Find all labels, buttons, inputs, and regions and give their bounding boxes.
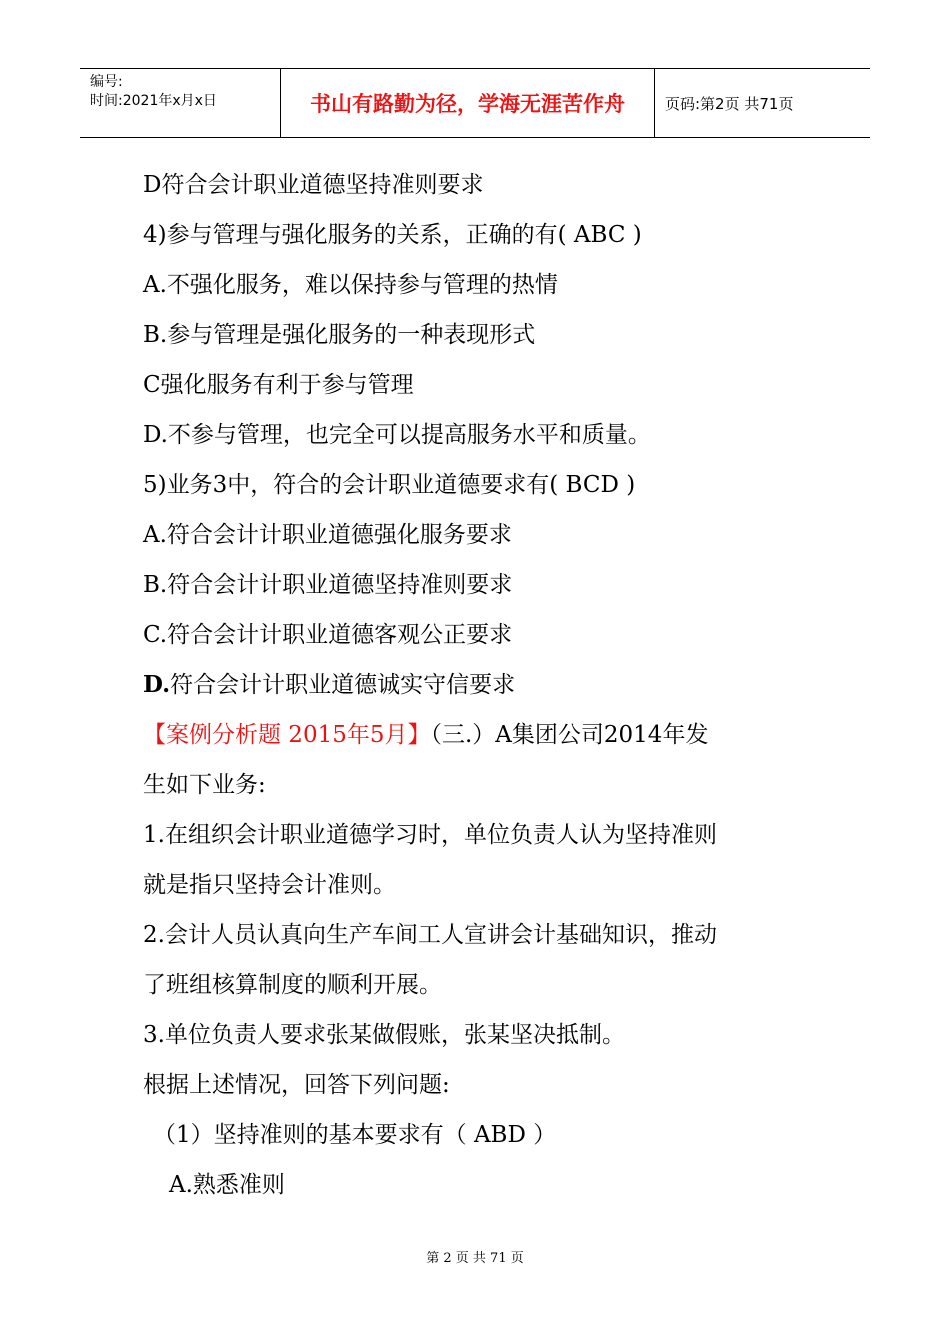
option-d-prefix: D. — [143, 671, 171, 698]
time-label: 时间:2021年x月x日 — [90, 93, 217, 109]
text-line: C强化服务有利于参与管理 — [143, 372, 414, 398]
header-motto: 书山有路勤为径，学海无涯苦作舟 — [281, 69, 655, 137]
question-1-option-a: A.熟悉准则 — [169, 1172, 285, 1198]
case-item: 1.在组织会计职业道德学习时，单位负责人认为坚持准则 — [143, 822, 717, 848]
case-item: 根据上述情况，回答下列问题: — [143, 1072, 450, 1098]
text-line: D.不参与管理，也完全可以提高服务水平和质量。 — [143, 422, 651, 448]
text-line: 4)参与管理与强化服务的关系，正确的有( ABC ) — [143, 222, 642, 248]
question-1: （1）坚持准则的基本要求有（ ABD ） — [153, 1122, 557, 1148]
case-heading — [143, 710, 833, 760]
case-intro: （三.）A集团公司2014年发 — [430, 722, 709, 748]
case-tag: 【案例分析题 2015年5月】 — [143, 722, 431, 748]
text-line-option-d — [143, 660, 833, 710]
page-header — [80, 68, 870, 138]
document-body — [143, 160, 833, 1210]
text-line: B.参与管理是强化服务的一种表现形式 — [143, 322, 536, 348]
case-item: 了班组核算制度的顺利开展。 — [143, 972, 442, 998]
text-line: C.符合会计计职业道德客观公正要求 — [143, 622, 513, 648]
number-label: 编号: — [90, 74, 123, 90]
case-intro-continued: 生如下业务: — [143, 772, 266, 798]
page-footer: 第 2 页 共 71 页 — [426, 1251, 524, 1266]
text-line: A.符合会计计职业道德强化服务要求 — [143, 522, 512, 548]
text-line: 5)业务3中，符合的会计职业道德要求有( BCD ) — [143, 472, 636, 498]
text-line: D符合会计职业道德坚持准则要求 — [143, 172, 484, 198]
case-item: 2.会计人员认真向生产车间工人宣讲会计基础知识，推动 — [143, 922, 717, 948]
option-d-text: 符合会计计职业道德诚实守信要求 — [170, 672, 516, 698]
text-line: B.符合会计计职业道德坚持准则要求 — [143, 572, 513, 598]
case-item: 就是指只坚持会计准则。 — [143, 872, 396, 898]
text-line: A.不强化服务，难以保持参与管理的热情 — [143, 272, 558, 298]
header-meta — [80, 69, 281, 137]
header-page-info: 页码:第2页 共71页 — [665, 94, 794, 113]
case-item: 3.单位负责人要求张某做假账，张某坚决抵制。 — [143, 1022, 625, 1048]
